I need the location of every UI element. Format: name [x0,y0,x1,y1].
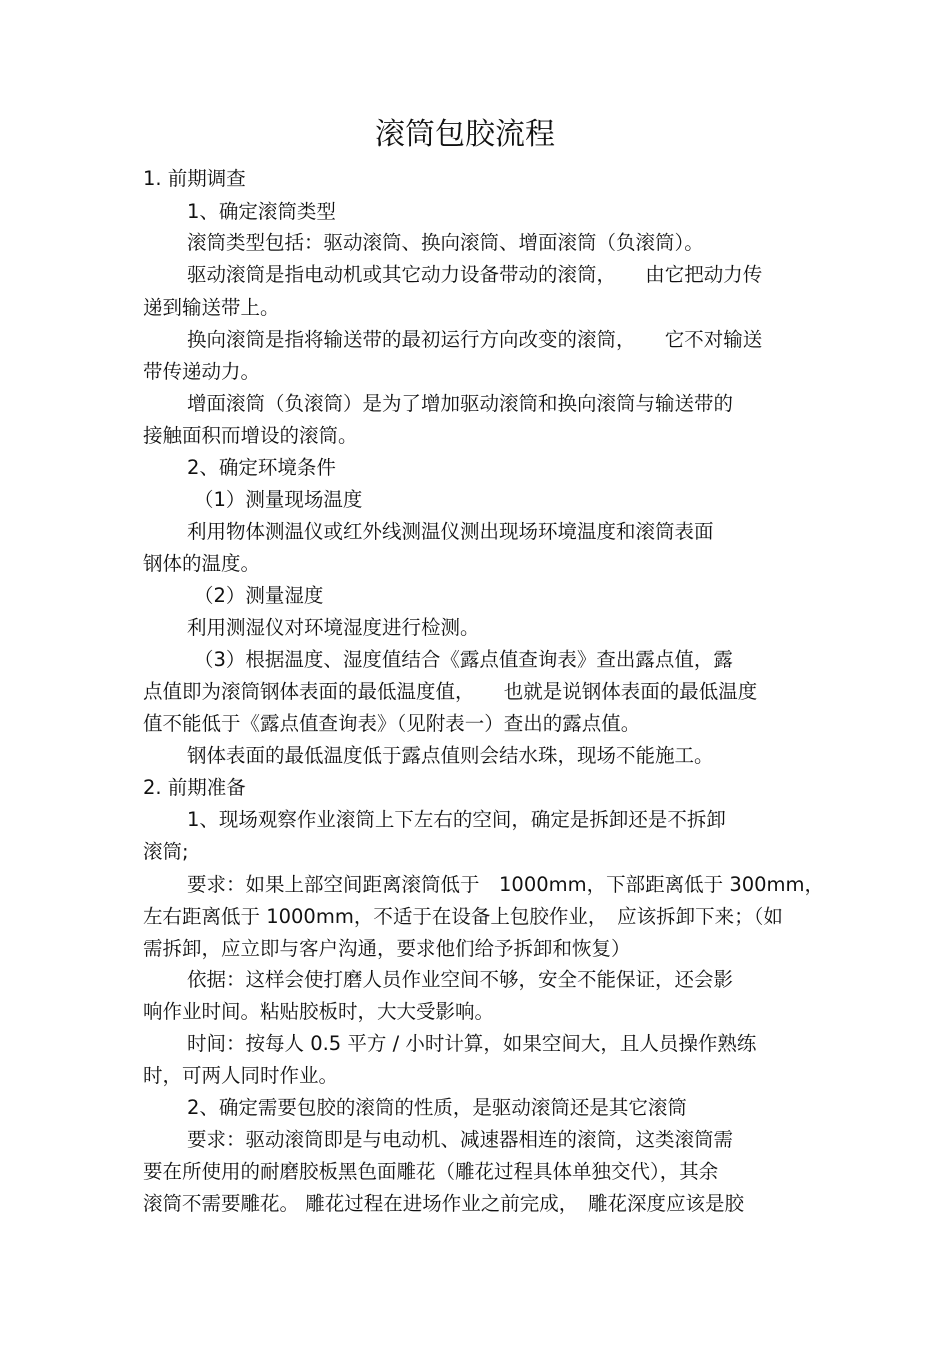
subsection-heading: 1、确定滚筒类型 [187,200,336,223]
paragraph-line: 滚筒; [143,840,189,863]
section-heading: 1. 前期调查 [143,167,246,190]
paragraph-line: 换向滚筒是指将输送带的最初运行方向改变的滚筒， 它不对输送 [187,328,763,351]
paragraph-line: 利用物体测温仪或红外线测温仪测出现场环境温度和滚筒表面 [187,520,714,543]
paragraph-line: 时间：按每人 0.5 平方 / 小时计算，如果空间大，且人员操作熟练 [187,1032,757,1055]
paragraph-line: 依据：这样会使打磨人员作业空间不够，安全不能保证，还会影 [187,968,734,991]
paragraph-line: 增面滚筒（负滚筒）是为了增加驱动滚筒和换向滚筒与输送带的 [187,392,734,415]
paragraph-line: 带传递动力。 [143,360,261,383]
paragraph-line: 点值即为滚筒钢体表面的最低温度值， 也就是说钢体表面的最低温度 [143,680,758,703]
paragraph-line: 1、现场观察作业滚筒上下左右的空间，确定是拆卸还是不拆卸 [187,808,726,831]
section-heading: 2. 前期准备 [143,776,246,799]
paragraph-line: 滚筒不需要雕花。 雕花过程在进场作业之前完成， 雕花深度应该是胶 [143,1192,744,1215]
paragraph-line: 驱动滚筒是指电动机或其它动力设备带动的滚筒， 由它把动力传 [187,263,763,286]
paragraph-line: 利用测湿仪对环境湿度进行检测。 [187,616,480,639]
paragraph-line: 要在所使用的耐磨胶板黑色面雕花（雕花过程具体单独交代），其余 [143,1160,719,1183]
paragraph-line: 值不能低于《露点值查询表》（见附表一）查出的露点值。 [143,712,641,735]
paragraph-line: 递到输送带上。 [143,296,280,319]
paragraph-line: 响作业时间。粘贴胶板时，大大受影响。 [143,1000,495,1023]
paragraph-line: 钢体表面的最低温度低于露点值则会结水珠，现场不能施工。 [187,744,714,767]
paragraph-line: 接触面积而增设的滚筒。 [143,424,358,447]
paragraph-line: 需拆卸，应立即与客户沟通，要求他们给予拆卸和恢复） [143,937,631,960]
paragraph-line: 时，可两人同时作业。 [143,1064,339,1087]
subsection-heading: （2）测量湿度 [194,584,324,607]
paragraph-line: 要求：如果上部空间距离滚筒低于 1000mm，下部距离低于 300mm， [187,873,825,896]
paragraph-line: 滚筒类型包括：驱动滚筒、换向滚筒、增面滚筒（负滚筒）。 [187,231,704,254]
paragraph-line: 要求：驱动滚筒即是与电动机、减速器相连的滚筒，这类滚筒需 [187,1128,734,1151]
subsection-heading: （1）测量现场温度 [194,488,363,511]
document-title: 滚筒包胶流程 [375,117,555,152]
subsection-heading: 2、确定环境条件 [187,456,336,479]
paragraph-line: （3）根据温度、湿度值结合《露点值查询表》查出露点值，露 [194,648,733,671]
paragraph-line: 钢体的温度。 [143,552,261,575]
paragraph-line: 左右距离低于 1000mm，不适于在设备上包胶作业， 应该拆卸下来；（如 [143,905,783,928]
subsection-heading: 2、确定需要包胶的滚筒的性质，是驱动滚筒还是其它滚筒 [187,1096,687,1119]
